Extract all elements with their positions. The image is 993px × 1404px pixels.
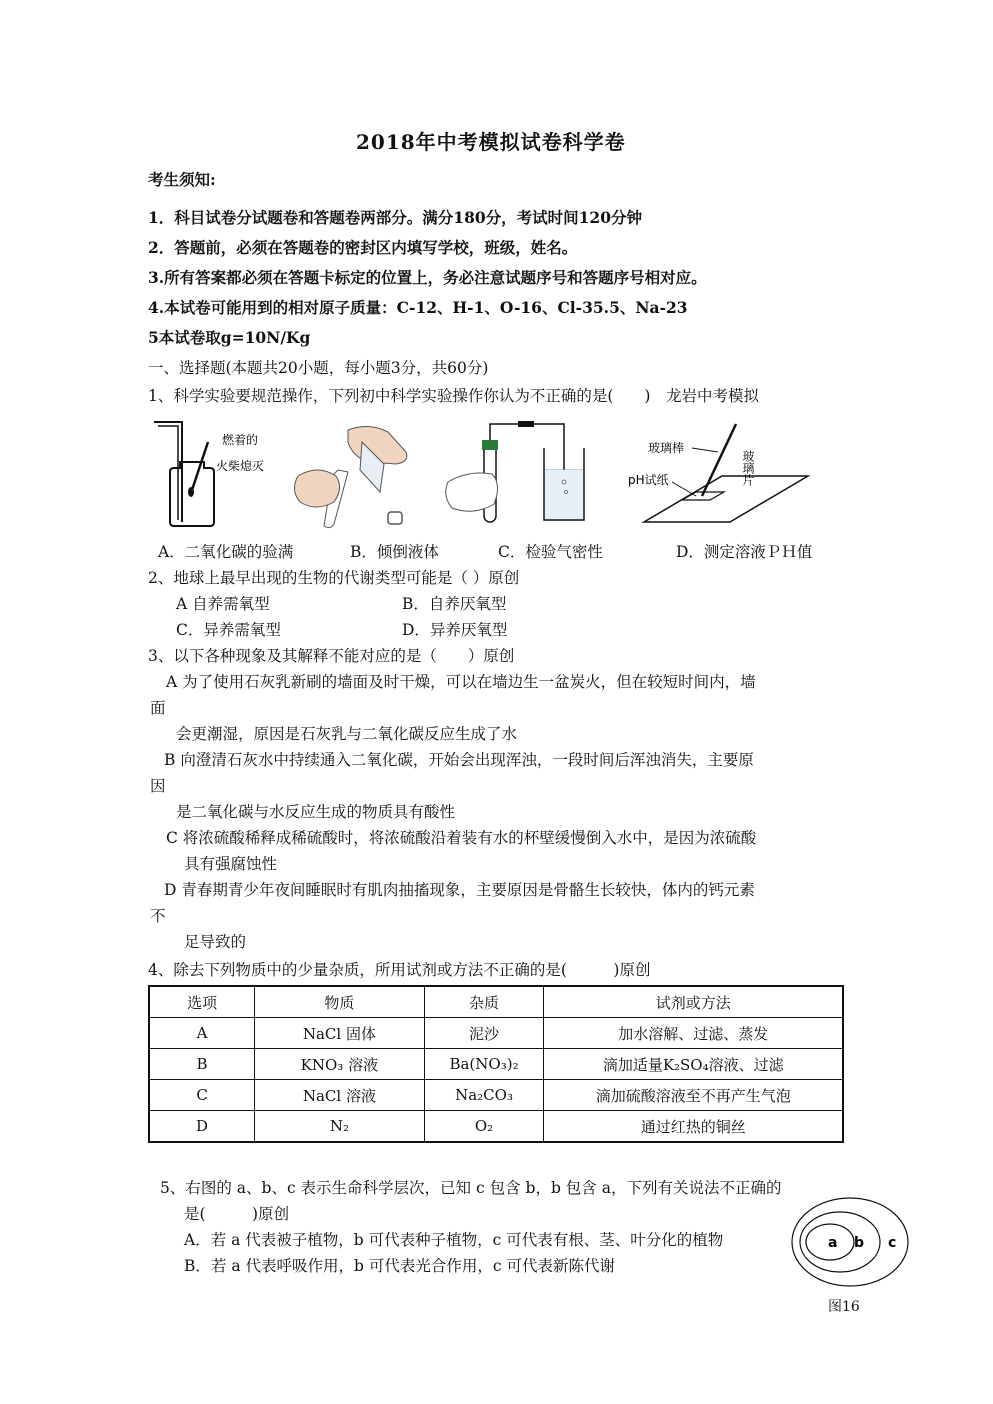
table-cell: C: [149, 1080, 255, 1111]
label-c: c: [888, 1235, 897, 1251]
table-cell: 通过红热的铜丝: [544, 1111, 843, 1143]
notice-item-2: 2．答题前，必须在答题卷的密封区内填写学校，班级，姓名。: [148, 238, 578, 257]
figure-caption: 图16: [828, 1299, 860, 1315]
figure-a-gas-bottle: [154, 422, 264, 526]
q2-stem: 2、地球上最早出现的生物的代谢类型可能是（ ）原创: [148, 569, 520, 587]
q4-table: [148, 985, 844, 1143]
q3-line-b3: 是二氧化碳与水反应生成的物质具有酸性: [176, 803, 456, 821]
q3-line-b1: B 向澄清石灰水中持续通入二氧化碳，开始会出现浑浊，一段时间后浑浊消失，主要原: [164, 751, 754, 769]
table-cell: D: [149, 1111, 255, 1143]
table-row: [149, 1080, 843, 1111]
figure-b-pouring: [294, 426, 406, 527]
table-cell: Na₂CO₃: [424, 1080, 544, 1111]
table-cell: N₂: [255, 1111, 425, 1143]
label-ph-paper: pH试纸: [628, 473, 669, 487]
q3-line-a1: A 为了使用石灰乳新刷的墙面及时干燥，可以在墙边生一盆炭火，但在较短时间内，墙: [166, 673, 756, 691]
q2-option-c: C．异养需氧型: [176, 621, 281, 639]
table-cell: 加水溶解、过滤、蒸发: [544, 1018, 843, 1049]
section-heading: 一、选择题(本题共20小题，每小题3分，共60分): [148, 359, 489, 377]
q3-line-c1: C 将浓硫酸稀释成稀硫酸时，将浓硫酸沿着装有水的杯壁缓慢倒入水中，是因为浓硫酸: [166, 829, 757, 847]
figure-d-ph-test: [628, 424, 808, 522]
table-row: [149, 1018, 843, 1049]
q3-line-d1: D 青春期青少年夜间睡眠时有肌肉抽搐现象，主要原因是骨骼生长较快，体内的钙元素: [164, 881, 755, 899]
table-cell: A: [149, 1018, 255, 1049]
table-header: 试剂或方法: [544, 986, 843, 1018]
table-row: [149, 1049, 843, 1080]
q1-option-d: D．测定溶液ＰＨ值: [676, 543, 813, 561]
notice-item-5: 5本试卷取g=10N/Kg: [148, 328, 311, 347]
q1-option-b: B．倾倒液体: [350, 543, 439, 561]
q1-option-a: A．二氧化碳的验满: [158, 543, 294, 561]
q5-stem-2: 是( )原创: [184, 1205, 290, 1223]
table-header-row: [149, 986, 843, 1018]
q1-stem: 1、科学实验要规范操作，下列初中科学实验操作你认为不正确的是( ) 龙岩中考模拟: [148, 387, 759, 405]
notice-heading: 考生须知:: [148, 170, 216, 189]
q3-line-a3: 会更潮湿，原因是石灰乳与二氧化碳反应生成了水: [176, 725, 518, 743]
figure-c-airtightness: [446, 421, 584, 522]
q5-stem: 5、右图的 a、b、c 表示生命科学层次，已知 c 包含 b，b 包含 a，下列有关说法不正确的: [160, 1179, 782, 1197]
q5-option-a: A．若 a 代表被子植物，b 可代表种子植物，c 可代表有根、茎、叶分化的植物: [184, 1231, 724, 1249]
q1-figures: [148, 412, 868, 532]
notice-item-3: 3.所有答案都必须在答题卡标定的位置上，务必注意试题序号和答题序号相对应。: [148, 268, 707, 287]
q2-option-d: D．异养厌氧型: [402, 621, 508, 639]
q5-option-b: B．若 a 代表呼吸作用，b 可代表光合作用，c 可代表新陈代谢: [184, 1257, 615, 1275]
page-title: 2018年中考模拟试卷科学卷: [356, 130, 626, 154]
label-match-out: 火柴熄灭: [216, 459, 265, 473]
table-cell: O₂: [424, 1111, 544, 1143]
q1-option-c: C．检验气密性: [498, 543, 603, 561]
table-header: 杂质: [424, 986, 544, 1018]
q3-line-c2: 具有强腐蚀性: [184, 855, 278, 873]
table-cell: KNO₃ 溶液: [255, 1049, 425, 1080]
table-row: [149, 1111, 843, 1143]
label-b: b: [854, 1235, 865, 1251]
table-cell: 滴加硫酸溶液至不再产生气泡: [544, 1080, 843, 1111]
table-header: 选项: [149, 986, 255, 1018]
table-cell: 泥沙: [424, 1018, 544, 1049]
q3-line-d3: 足导致的: [184, 933, 247, 951]
label-glass-rod: 玻璃棒: [648, 441, 685, 455]
notice-item-4: 4.本试卷可能用到的相对原子质量：C-12、H-1、O-16、Cl-35.5、Na-23: [148, 298, 688, 317]
table-cell: NaCl 固体: [255, 1018, 425, 1049]
q3-line-b2: 因: [150, 777, 166, 795]
table-cell: B: [149, 1049, 255, 1080]
label-glass-slide: 玻璃片: [741, 450, 755, 486]
notice-item-1: 1．科目试卷分试题卷和答题卷两部分。满分180分，考试时间120分钟: [148, 208, 642, 227]
label-burning: 燃着的: [222, 433, 259, 447]
label-a: a: [828, 1235, 838, 1251]
q2-option-b: B．自养厌氧型: [402, 595, 507, 613]
q3-line-a2: 面: [150, 699, 166, 717]
q2-option-a: A 自养需氧型: [176, 595, 270, 613]
q4-stem: 4、除去下列物质中的少量杂质，所用试剂或方法不正确的是( )原创: [148, 961, 651, 979]
q5-nested-circles-diagram: [788, 1196, 912, 1292]
q3-line-d2: 不: [150, 907, 166, 925]
table-cell: Ba(NO₃)₂: [424, 1049, 544, 1080]
table-cell: NaCl 溶液: [255, 1080, 425, 1111]
table-cell: 滴加适量K₂SO₄溶液、过滤: [544, 1049, 843, 1080]
q3-stem: 3、以下各种现象及其解释不能对应的是（ ）原创: [148, 647, 515, 665]
table-header: 物质: [255, 986, 425, 1018]
